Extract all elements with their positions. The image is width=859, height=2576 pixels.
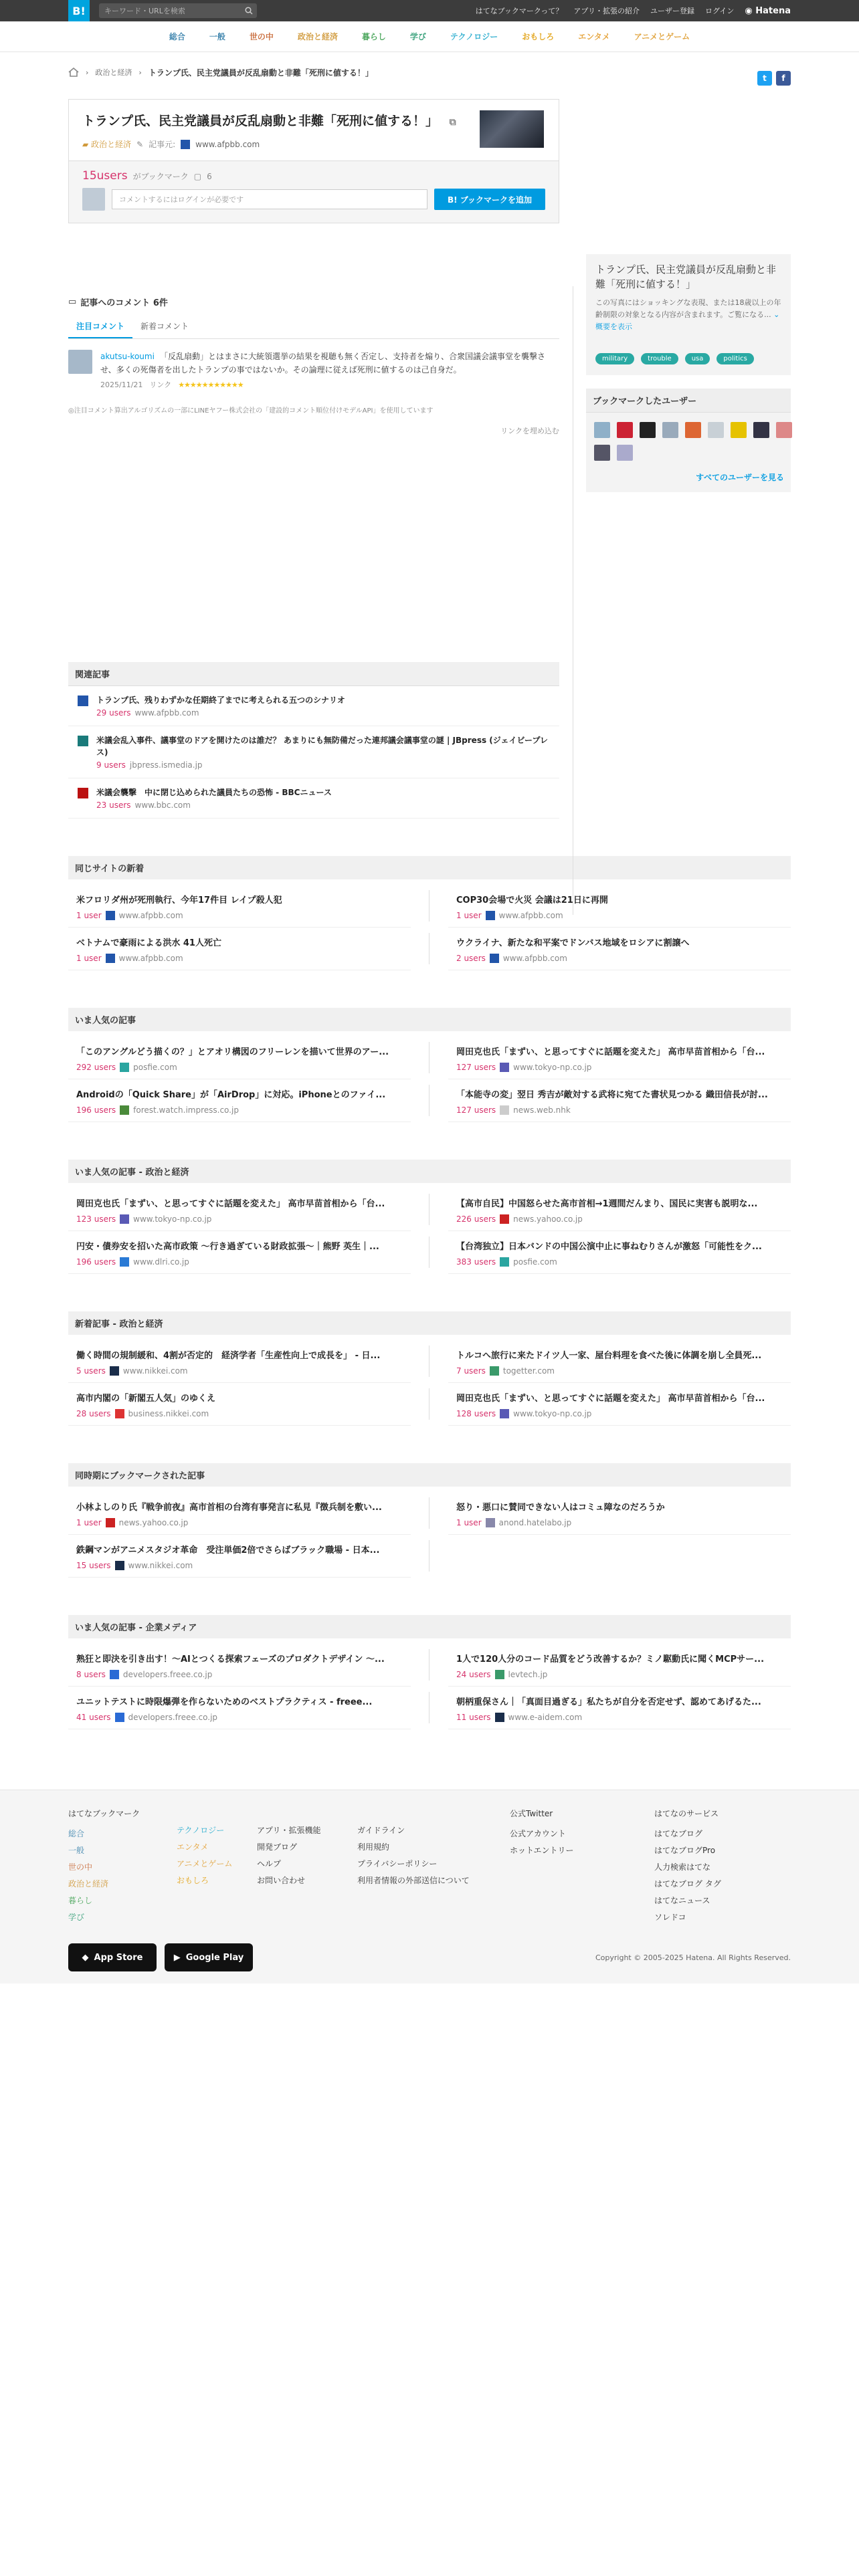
- article-site[interactable]: developers.freee.co.jp: [122, 1670, 213, 1679]
- share-buttons: [757, 71, 791, 86]
- entry-thumbnail[interactable]: [480, 110, 544, 148]
- article-item[interactable]: [448, 1079, 791, 1122]
- section-title: 同時期にブックマークされた記事: [68, 1463, 791, 1487]
- item-divider: [429, 1237, 430, 1268]
- apps-link[interactable]: アプリ・拡張の紹介: [573, 7, 640, 15]
- footer-link[interactable]: 公式アカウント: [510, 1829, 566, 1838]
- play-icon: ▶: [173, 1952, 181, 1963]
- site-favicon-icon: [500, 1214, 509, 1224]
- search-input[interactable]: [99, 3, 257, 18]
- article-item[interactable]: [68, 1687, 411, 1729]
- article-title[interactable]: 岡田克也氏「まずい、と思ってすぐに話題を変えた」 高市早苗首相から「台...: [456, 1047, 765, 1057]
- section-title: 新着記事 - 政治と経済: [68, 1311, 791, 1335]
- article-site[interactable]: posfie.com: [513, 1257, 557, 1267]
- top-links: [476, 5, 791, 16]
- footer-link[interactable]: エンタメ: [177, 1842, 209, 1852]
- category-tab[interactable]: 世の中: [249, 32, 274, 41]
- article-users[interactable]: 123 users: [76, 1214, 116, 1224]
- footer-link[interactable]: 政治と経済: [68, 1879, 109, 1889]
- google-play-button[interactable]: [165, 1943, 253, 1971]
- article-users[interactable]: 5 users: [76, 1366, 106, 1376]
- article-site[interactable]: posfie.com: [133, 1063, 177, 1072]
- user-avatar[interactable]: [708, 422, 724, 438]
- hatena-logo-icon: ◉: [745, 5, 756, 16]
- footer-link[interactable]: アプリ・拡張機能: [257, 1826, 321, 1835]
- article-users[interactable]: 11 users: [456, 1713, 491, 1722]
- tag[interactable]: usa: [685, 353, 710, 364]
- apple-icon: ◆: [82, 1952, 89, 1963]
- facebook-icon[interactable]: f: [776, 71, 791, 86]
- article-users[interactable]: 196 users: [76, 1257, 116, 1267]
- article-title[interactable]: 【台湾独立】日本バンドの中国公演中止に事ねむりさんが激怒「可能性をク...: [456, 1242, 762, 1252]
- source-favicon-icon: [181, 140, 190, 149]
- user-avatar[interactable]: [617, 445, 633, 461]
- article-title[interactable]: 岡田克也氏「まずい、と思ってすぐに話題を変えた」 高市早苗首相から「台...: [456, 1394, 765, 1404]
- article-item[interactable]: [68, 1079, 411, 1122]
- related-item[interactable]: [68, 778, 559, 819]
- item-divider: [429, 890, 430, 922]
- article-users[interactable]: 127 users: [456, 1063, 496, 1072]
- category-tab[interactable]: エンタメ: [578, 32, 610, 41]
- app-store-button[interactable]: [68, 1943, 157, 1971]
- comment-date[interactable]: 2025/11/21: [100, 380, 143, 389]
- article-site[interactable]: togetter.com: [502, 1366, 555, 1376]
- comment-link[interactable]: リンク: [149, 381, 172, 389]
- show-summary-label: 概要を表示: [595, 322, 632, 331]
- article-users[interactable]: 41 users: [76, 1713, 111, 1722]
- comment-item: [68, 350, 559, 390]
- article-site[interactable]: developers.freee.co.jp: [128, 1713, 218, 1722]
- login-link[interactable]: ログイン: [704, 7, 735, 15]
- footer-link[interactable]: 世の中: [68, 1862, 93, 1872]
- tag[interactable]: military: [595, 353, 634, 364]
- related-users[interactable]: 9 users: [96, 760, 126, 770]
- embed-link[interactable]: リンクを埋め込む: [500, 427, 559, 435]
- bookmark-label: がブックマーク: [132, 172, 189, 181]
- footer-link[interactable]: ホットエントリー: [510, 1846, 574, 1855]
- tag[interactable]: politics: [717, 353, 753, 364]
- category-tab[interactable]: 政治と経済: [297, 32, 338, 41]
- article-site[interactable]: business.nikkei.com: [128, 1409, 209, 1418]
- tab-new-comments[interactable]: 新着コメント: [140, 322, 189, 331]
- related-site[interactable]: www.afpbb.com: [134, 708, 199, 718]
- user-avatar[interactable]: [753, 422, 769, 438]
- comment-input[interactable]: コメントするにはログインが必要です: [112, 189, 427, 209]
- entry-title[interactable]: [82, 112, 456, 132]
- tab-popular-comments[interactable]: 注目コメント: [68, 316, 132, 338]
- breadcrumb: [68, 59, 791, 86]
- google-play-label: Google Play: [185, 1952, 244, 1963]
- article-item[interactable]: [68, 1037, 411, 1079]
- article-item[interactable]: [68, 885, 411, 928]
- site-favicon-icon: [495, 1713, 504, 1722]
- item-divider: [429, 1692, 430, 1723]
- user-avatar[interactable]: [685, 422, 701, 438]
- item-divider: [429, 1388, 430, 1420]
- section-title: いま人気の記事: [68, 1008, 791, 1031]
- category-tab[interactable]: おもしろ: [522, 32, 555, 41]
- add-bookmark-button[interactable]: B! ブックマークを追加: [434, 189, 545, 210]
- site-favicon-icon: [490, 1366, 499, 1376]
- user-avatar[interactable]: [594, 422, 610, 438]
- user-avatar[interactable]: [731, 422, 747, 438]
- related-title: 関連記事: [68, 662, 559, 686]
- article-item[interactable]: [68, 1644, 411, 1687]
- article-title[interactable]: 円安・債券安を招いた高市政策 〜行き過ぎている財政拡張〜｜熊野 英生｜...: [76, 1242, 379, 1252]
- site-favicon-icon: [120, 1214, 129, 1224]
- footer-bookmark-title: はてなブックマーク: [68, 1809, 140, 1818]
- section-title: 同じサイトの新着: [68, 856, 791, 879]
- article-item[interactable]: [448, 1687, 791, 1729]
- article-title[interactable]: 岡田克也氏「まずい、と思ってすぐに話題を変えた」 高市早苗首相から「台...: [76, 1199, 385, 1209]
- item-divider: [429, 1540, 430, 1572]
- breadcrumb-category[interactable]: 政治と経済: [95, 68, 132, 77]
- article-title[interactable]: 小林よしのり氏『戦争前夜』高市首相の台湾有事発言に私見『徴兵制を敷い...: [76, 1503, 382, 1513]
- footer-link[interactable]: ソレドコ: [654, 1913, 686, 1922]
- site-favicon-icon: [500, 1257, 509, 1267]
- user-avatar[interactable]: [594, 445, 610, 461]
- article-item[interactable]: [68, 928, 411, 970]
- related-title[interactable]: 米議会襲撃 中に閉じ込められた議員たちの恐怖 - BBCニュース: [96, 788, 332, 797]
- article-title[interactable]: 米フロリダ州が死刑執行、今年17件目 レイプ殺人犯: [76, 895, 282, 905]
- app-store-label: App Store: [94, 1952, 143, 1963]
- article-item[interactable]: [448, 1492, 791, 1535]
- site-favicon-icon: [120, 1105, 129, 1115]
- article-site[interactable]: www.afpbb.com: [118, 911, 183, 920]
- user-avatar[interactable]: [776, 422, 792, 438]
- article-title[interactable]: 「本能寺の変」翌日 秀吉が敵対する武将に宛てた書状見つかる 織田信長が討...: [456, 1090, 768, 1100]
- article-users[interactable]: 292 users: [76, 1063, 116, 1072]
- article-users[interactable]: 7 users: [456, 1366, 486, 1376]
- top-bar: [0, 0, 859, 21]
- article-users[interactable]: 1 user: [76, 1518, 102, 1527]
- footer-link[interactable]: 学び: [68, 1913, 85, 1922]
- item-divider: [429, 1649, 430, 1681]
- footer-link[interactable]: 利用者情報の外部送信について: [357, 1876, 470, 1885]
- site-favicon-icon: [495, 1670, 504, 1679]
- article-users[interactable]: 2 users: [456, 954, 486, 963]
- site-favicon-icon: [78, 788, 88, 798]
- article-site[interactable]: levtech.jp: [508, 1670, 548, 1679]
- user-avatar[interactable]: [640, 422, 656, 438]
- summary-box: [586, 254, 791, 375]
- source-link[interactable]: www.afpbb.com: [195, 139, 260, 149]
- related-section: [68, 662, 559, 819]
- comments-title: 記事へのコメント 6件: [80, 298, 168, 308]
- section-title: いま人気の記事 - 政治と経済: [68, 1160, 791, 1183]
- article-users[interactable]: 1 user: [456, 1518, 482, 1527]
- entry-box: [68, 99, 559, 223]
- article-title[interactable]: トルコへ旅行に来たドイツ人一家、屋台料理を食べた後に体調を崩し全員死...: [456, 1351, 762, 1361]
- comment-icon: ▢: [193, 172, 202, 181]
- signup-link[interactable]: ユーザー登録: [650, 7, 694, 15]
- footer-link[interactable]: お問い合わせ: [257, 1876, 306, 1885]
- category-tab[interactable]: 学び: [409, 32, 426, 41]
- category-tab[interactable]: 暮らし: [361, 32, 386, 41]
- article-site[interactable]: www.afpbb.com: [498, 911, 563, 920]
- footer-link[interactable]: 開発ブログ: [257, 1842, 298, 1852]
- footer-link[interactable]: ヘルプ: [257, 1859, 282, 1868]
- related-users[interactable]: 29 users: [96, 708, 131, 718]
- article-users[interactable]: 8 users: [76, 1670, 106, 1679]
- footer-link[interactable]: テクノロジー: [177, 1826, 225, 1835]
- site-favicon-icon: [120, 1257, 129, 1267]
- article-site[interactable]: news.yahoo.co.jp: [118, 1518, 189, 1527]
- article-section: [68, 1311, 791, 1426]
- source-label: 記事元:: [149, 140, 176, 149]
- article-item[interactable]: [448, 1188, 791, 1231]
- article-item[interactable]: [68, 1383, 411, 1426]
- related-site[interactable]: www.bbc.com: [134, 800, 191, 810]
- item-divider: [429, 1085, 430, 1116]
- comment-bubble-icon: ▭: [68, 297, 77, 307]
- footer-services-title: はてなのサービス: [654, 1809, 719, 1818]
- footer-link[interactable]: 総合: [68, 1829, 85, 1838]
- article-section: [68, 856, 791, 970]
- site-favicon-icon: [490, 954, 499, 963]
- footer-link[interactable]: 人力検索はてな: [654, 1862, 711, 1872]
- hatena-label: Hatena: [755, 5, 791, 16]
- search-icon[interactable]: [245, 7, 253, 15]
- hatena-link[interactable]: [745, 6, 791, 16]
- article-item[interactable]: [68, 1340, 411, 1383]
- article-site[interactable]: www.tokyo-np.co.jp: [133, 1214, 212, 1224]
- edit-icon[interactable]: ✎: [136, 139, 144, 149]
- category-tab[interactable]: 一般: [209, 32, 225, 41]
- footer-link[interactable]: 暮らし: [68, 1896, 93, 1905]
- footer: [0, 1790, 859, 1983]
- item-divider: [429, 1042, 430, 1073]
- summary-title: トランプ氏、民主党議員が反乱扇動と非難「死刑に値する！」: [595, 263, 777, 290]
- related-title[interactable]: トランプ氏、残りわずかな任期終了までに考えられる五つのシナリオ: [96, 695, 345, 705]
- article-users[interactable]: 196 users: [76, 1105, 116, 1115]
- article-site[interactable]: www.afpbb.com: [118, 954, 183, 963]
- article-title[interactable]: 「このアングルどう描くの？」とアオリ構図のフリーレンを描いて世界のアー...: [76, 1047, 389, 1057]
- bookmark-users-box: [586, 389, 791, 492]
- site-favicon-icon: [106, 911, 115, 920]
- related-title[interactable]: 米議会乱入事件、議事堂のドアを開けたのは誰だ？ あまりにも無防備だった連邦議会議事堂の謎 | JBpress (ジェイビープレス): [96, 736, 548, 757]
- article-title[interactable]: 熟狂と即決を引き出す！〜AIとつくる探索フェーズのプロダクトデザイン 〜...: [76, 1654, 385, 1665]
- footer-link[interactable]: はてなブログ タグ: [654, 1879, 721, 1889]
- user-avatar[interactable]: [617, 422, 633, 438]
- category-link[interactable]: [82, 138, 131, 150]
- all-users-link[interactable]: すべてのユーザーを見る: [696, 473, 784, 482]
- article-users[interactable]: 1 user: [76, 954, 102, 963]
- site-favicon-icon: [110, 1670, 119, 1679]
- article-site[interactable]: anond.hatelabo.jp: [498, 1518, 572, 1527]
- article-site[interactable]: www.tokyo-np.co.jp: [513, 1409, 592, 1418]
- article-site[interactable]: www.tokyo-np.co.jp: [513, 1063, 592, 1072]
- article-site[interactable]: www.nikkei.com: [128, 1561, 193, 1570]
- footer-link[interactable]: アニメとゲーム: [177, 1859, 233, 1868]
- related-users[interactable]: 23 users: [96, 800, 131, 810]
- article-title[interactable]: 朝柄重保さん｜「真面目過ぎる」私たちが自分を否定せず、認めてあげるた...: [456, 1697, 761, 1707]
- site-favicon-icon: [486, 1518, 495, 1527]
- breadcrumb-current: トランプ氏、民主党議員が反乱扇動と非難「死刑に値する！」: [148, 68, 373, 78]
- related-item[interactable]: [68, 726, 559, 778]
- article-users[interactable]: 15 users: [76, 1561, 111, 1570]
- article-item[interactable]: [68, 1188, 411, 1231]
- article-site[interactable]: www.afpbb.com: [502, 954, 567, 963]
- about-link[interactable]: はてなブックマークって？: [475, 7, 563, 15]
- article-title[interactable]: ウクライナ、新たな和平案でドンバス地域をロシアに割譲へ: [456, 938, 690, 948]
- article-users[interactable]: 226 users: [456, 1214, 496, 1224]
- summary-desc: この写真にはショッキングな表現、または18歳以上の年齢制限の対象となる内容が含まれます。ご覧になる...: [595, 298, 781, 319]
- article-title[interactable]: 怒り・悪口に賛同できない人はコミュ障なのだろうか: [456, 1503, 665, 1513]
- footer-link[interactable]: はてなニュース: [654, 1896, 710, 1905]
- article-users[interactable]: 24 users: [456, 1670, 491, 1679]
- article-section: [68, 1615, 791, 1729]
- article-users[interactable]: 28 users: [76, 1409, 111, 1418]
- site-favicon-icon: [120, 1063, 129, 1072]
- chevron-right-icon: ›: [138, 68, 142, 77]
- item-divider: [429, 933, 430, 964]
- article-item[interactable]: [448, 885, 791, 928]
- comment-text: 「反乱扇動」とはまさに大統領選挙の結果を視聴も無く否定し、支持者を煽り、合衆国議会議事堂を襲撃させ、多くの死傷者を出したトランプの事ではないか。その論理に従えば死刑に値するのは己自身だ。: [100, 352, 545, 374]
- related-site[interactable]: jbpress.ismedia.jp: [129, 760, 203, 770]
- chevron-right-icon: ›: [86, 68, 89, 77]
- comments-section: [68, 296, 559, 436]
- article-users[interactable]: 128 users: [456, 1409, 496, 1418]
- site-favicon-icon: [78, 736, 88, 746]
- twitter-icon[interactable]: t: [757, 71, 772, 86]
- article-item[interactable]: [68, 1492, 411, 1535]
- item-divider: [429, 1194, 430, 1225]
- footer-link[interactable]: 利用規約: [357, 1842, 390, 1852]
- article-item[interactable]: [68, 1231, 411, 1274]
- article-item[interactable]: [448, 1340, 791, 1383]
- site-favicon-icon: [115, 1561, 124, 1570]
- site-favicon-icon: [500, 1409, 509, 1418]
- article-section: [68, 1160, 791, 1274]
- site-favicon-icon: [115, 1409, 124, 1418]
- article-users[interactable]: 1 user: [456, 911, 482, 920]
- site-favicon-icon: [110, 1366, 119, 1376]
- site-favicon-icon: [115, 1713, 124, 1722]
- category-label: 政治と経済: [91, 140, 132, 149]
- comment-user[interactable]: akutsu-koumi: [100, 352, 155, 361]
- chevron-down-icon: ⌄: [773, 310, 780, 319]
- article-title[interactable]: 働く時間の規制緩和、4割が否定的 経済学者「生産性向上で成長を」 - 日...: [76, 1351, 381, 1361]
- site-favicon-icon: [500, 1105, 509, 1115]
- footer-link[interactable]: はてなブログ: [654, 1829, 703, 1838]
- site-favicon-icon: [486, 911, 495, 920]
- article-title[interactable]: 鉄鋼マンがアニメスタジオ革命 受注単価2倍でさらばブラック職場 - 日本...: [76, 1545, 380, 1555]
- user-avatar[interactable]: [662, 422, 678, 438]
- avatar[interactable]: [68, 350, 92, 374]
- article-section: [68, 1463, 791, 1578]
- site-favicon-icon: [500, 1063, 509, 1072]
- users-count[interactable]: 15users: [82, 169, 128, 183]
- article-users[interactable]: 127 users: [456, 1105, 496, 1115]
- site-favicon-icon: [78, 695, 88, 706]
- article-title[interactable]: 【高市自民】中国怒らせた高市首相→1週間だんまり、国民に実害も説明な...: [456, 1199, 758, 1209]
- article-site[interactable]: www.nikkei.com: [122, 1366, 188, 1376]
- footer-link[interactable]: おもしろ: [177, 1876, 209, 1885]
- article-users[interactable]: 383 users: [456, 1257, 496, 1267]
- entry-title-text: トランプ氏、民主党議員が反乱扇動と非難「死刑に値する！」: [82, 114, 439, 128]
- category-tab[interactable]: テクノロジー: [450, 32, 498, 41]
- category-tab[interactable]: アニメとゲーム: [634, 32, 690, 41]
- item-divider: [429, 1346, 430, 1377]
- comment-note: ◎注目コメント算出アルゴリズムの一部にLINEヤフー株式会社の「建設的コメント順位付けモデルAPI」を使用しています: [68, 407, 434, 415]
- article-item[interactable]: [448, 1037, 791, 1079]
- article-users[interactable]: 1 user: [76, 911, 102, 920]
- article-title[interactable]: ユニットテストに時限爆弾を作らないためのベストプラクティス - freee...: [76, 1697, 373, 1707]
- article-item[interactable]: [448, 1383, 791, 1426]
- hatena-bookmark-logo[interactable]: B!: [68, 0, 90, 21]
- comment-stars[interactable]: ★★★★★★★★★★★: [178, 380, 244, 389]
- footer-link[interactable]: はてなブログPro: [654, 1846, 716, 1855]
- category-tab[interactable]: 総合: [169, 32, 185, 41]
- comment-count: 6: [207, 172, 212, 181]
- article-title[interactable]: ベトナムで豪雨による洪水 41人死亡: [76, 938, 221, 948]
- article-site[interactable]: forest.watch.impress.co.jp: [133, 1105, 239, 1115]
- footer-link[interactable]: 一般: [68, 1846, 85, 1855]
- search-placeholder: キーワード・URLを検索: [104, 7, 185, 15]
- article-item[interactable]: [68, 1535, 411, 1578]
- copyright: Copyright © 2005-2025 Hatena. All Rights Reserved.: [595, 1953, 791, 1962]
- category-nav: [0, 21, 859, 52]
- home-icon[interactable]: [68, 68, 79, 77]
- article-item[interactable]: [448, 1644, 791, 1687]
- article-site[interactable]: www.dlri.co.jp: [133, 1257, 189, 1267]
- article-title[interactable]: 高市内閣の「新閣五人気」のゆくえ: [76, 1394, 216, 1404]
- tag-list: [595, 353, 781, 364]
- article-item[interactable]: [448, 1231, 791, 1274]
- site-favicon-icon: [106, 954, 115, 963]
- article-title[interactable]: COP30会場で火災 会議は21日に再開: [456, 895, 608, 905]
- tag[interactable]: trouble: [641, 353, 678, 364]
- footer-link[interactable]: ガイドライン: [357, 1826, 405, 1835]
- folder-icon: ▰: [82, 140, 92, 149]
- article-item[interactable]: [448, 928, 791, 970]
- bookmark-users-title: ブックマークしたユーザー: [586, 389, 791, 413]
- avatar: [82, 188, 105, 211]
- external-link-icon[interactable]: ⧉: [449, 117, 456, 128]
- article-section: [68, 1008, 791, 1122]
- related-item[interactable]: [68, 686, 559, 726]
- right-column: [586, 254, 791, 819]
- article-title[interactable]: Androidの「Quick Share」が「AirDrop」に対応。iPhoneとのファイ...: [76, 1090, 386, 1100]
- article-site[interactable]: news.yahoo.co.jp: [513, 1214, 583, 1224]
- item-divider: [429, 1497, 430, 1529]
- section-title: いま人気の記事 - 企業メディア: [68, 1615, 791, 1638]
- left-column: [68, 99, 559, 819]
- article-title[interactable]: 1人で120人分のコード品質をどう改善するか？ミノ駆動氏に聞くMCPサー...: [456, 1654, 765, 1665]
- footer-link[interactable]: プライバシーポリシー: [357, 1859, 438, 1868]
- article-site[interactable]: www.e-aidem.com: [508, 1713, 583, 1722]
- footer-twitter-title: 公式Twitter: [510, 1809, 553, 1818]
- article-site[interactable]: news.web.nhk: [513, 1105, 571, 1115]
- site-favicon-icon: [106, 1518, 115, 1527]
